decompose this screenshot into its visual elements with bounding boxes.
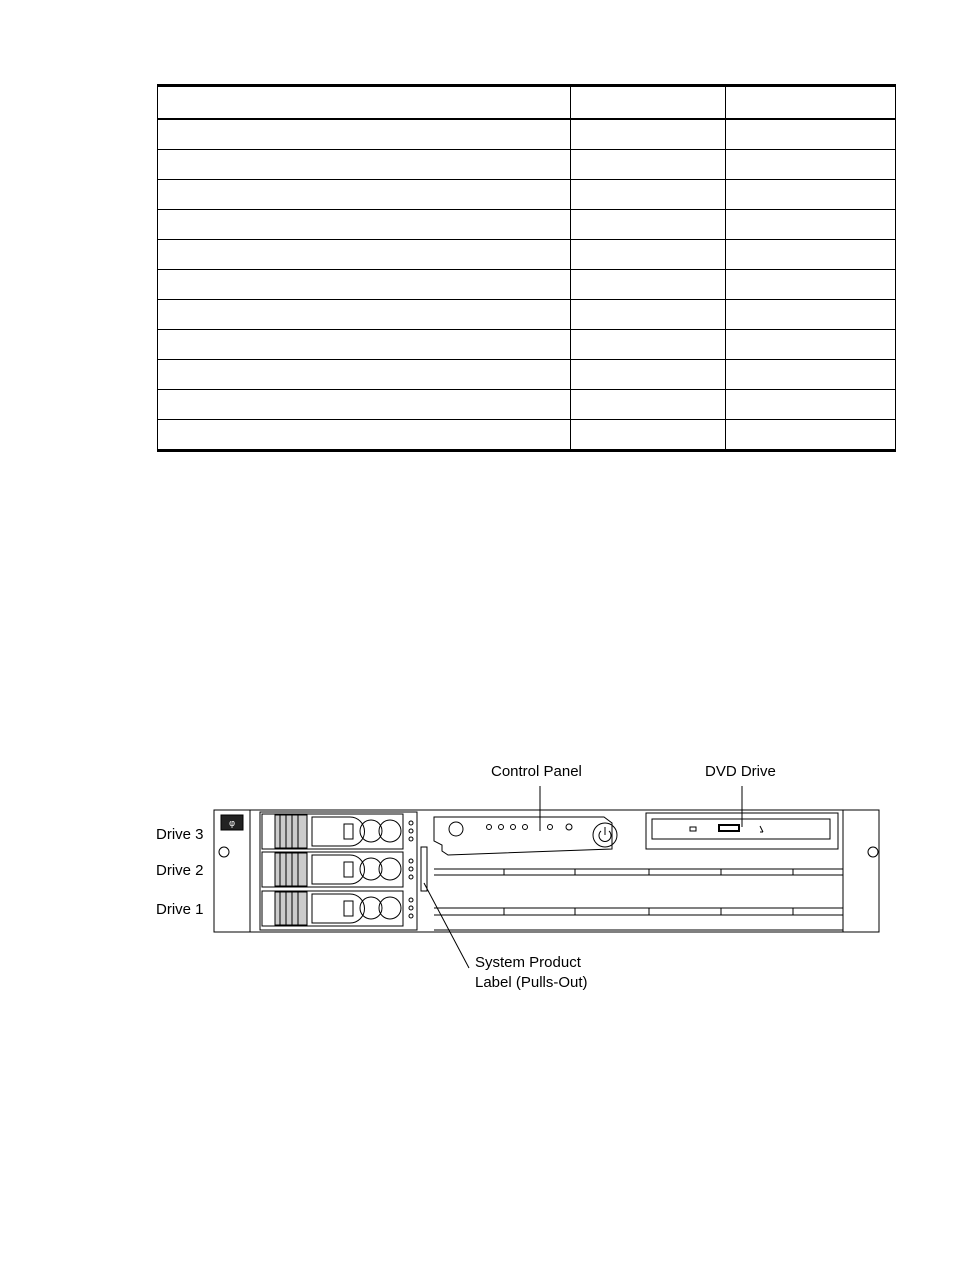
product-label-line-2: Label (Pulls-Out) (475, 974, 588, 991)
table-cell (158, 150, 571, 180)
table-cell (571, 150, 726, 180)
table-cell (726, 270, 896, 300)
table-row (158, 330, 896, 360)
table-row (158, 210, 896, 240)
svg-text:φ: φ (229, 818, 235, 828)
table-row (158, 270, 896, 300)
table-cell (158, 210, 571, 240)
table-cell (158, 300, 571, 330)
column-header (571, 86, 726, 120)
table-cell (726, 180, 896, 210)
table-cell (158, 119, 571, 150)
system-product-label-tab (421, 847, 427, 891)
table-cell (158, 420, 571, 451)
table-row (158, 240, 896, 270)
drive-2-carrier (262, 852, 413, 887)
table-row (158, 150, 896, 180)
table-cell (571, 390, 726, 420)
drive-3-carrier (262, 814, 413, 849)
drive-2-label: Drive 2 (156, 862, 204, 879)
system-product-label-callout (475, 953, 588, 993)
id-button-icon (449, 822, 463, 836)
right-thumbscrew-icon (868, 847, 878, 857)
table-row (158, 360, 896, 390)
drive-1-label: Drive 1 (156, 901, 204, 918)
drive-1-carrier (262, 891, 413, 926)
table-cell (726, 330, 896, 360)
product-label-line-1: System Product (475, 954, 581, 971)
table-cell (571, 420, 726, 451)
table-cell (158, 360, 571, 390)
product-label-callout-line (424, 883, 469, 968)
table-row (158, 300, 896, 330)
table-row (158, 119, 896, 150)
chassis-outline (214, 810, 879, 932)
dvd-drive-label: DVD Drive (705, 763, 776, 780)
table-cell (158, 240, 571, 270)
table-cell (571, 300, 726, 330)
table-cell (726, 240, 896, 270)
column-header (726, 86, 896, 120)
vent-bays (434, 869, 843, 930)
table-cell (158, 390, 571, 420)
table-cell (726, 150, 896, 180)
control-panel-label: Control Panel (491, 763, 582, 780)
table-cell (571, 240, 726, 270)
table-cell (726, 390, 896, 420)
table-cell (726, 360, 896, 390)
table-row (158, 180, 896, 210)
drive-3-label: Drive 3 (156, 826, 204, 843)
table-cell (158, 180, 571, 210)
server-front-panel-figure (150, 755, 890, 1000)
table-cell (571, 360, 726, 390)
table-cell (158, 330, 571, 360)
table-cell (571, 180, 726, 210)
table-cell (571, 210, 726, 240)
control-panel (434, 817, 617, 855)
table-cell (726, 210, 896, 240)
table-row (158, 390, 896, 420)
table-cell (158, 270, 571, 300)
table-cell (726, 420, 896, 451)
table-cell (571, 330, 726, 360)
table-row (158, 420, 896, 451)
table-header-row (158, 86, 896, 120)
table-cell (726, 300, 896, 330)
table-cell (571, 119, 726, 150)
column-header (158, 86, 571, 120)
table-cell (571, 270, 726, 300)
left-thumbscrew-icon (219, 847, 229, 857)
spec-table (157, 84, 896, 452)
table-cell (726, 119, 896, 150)
